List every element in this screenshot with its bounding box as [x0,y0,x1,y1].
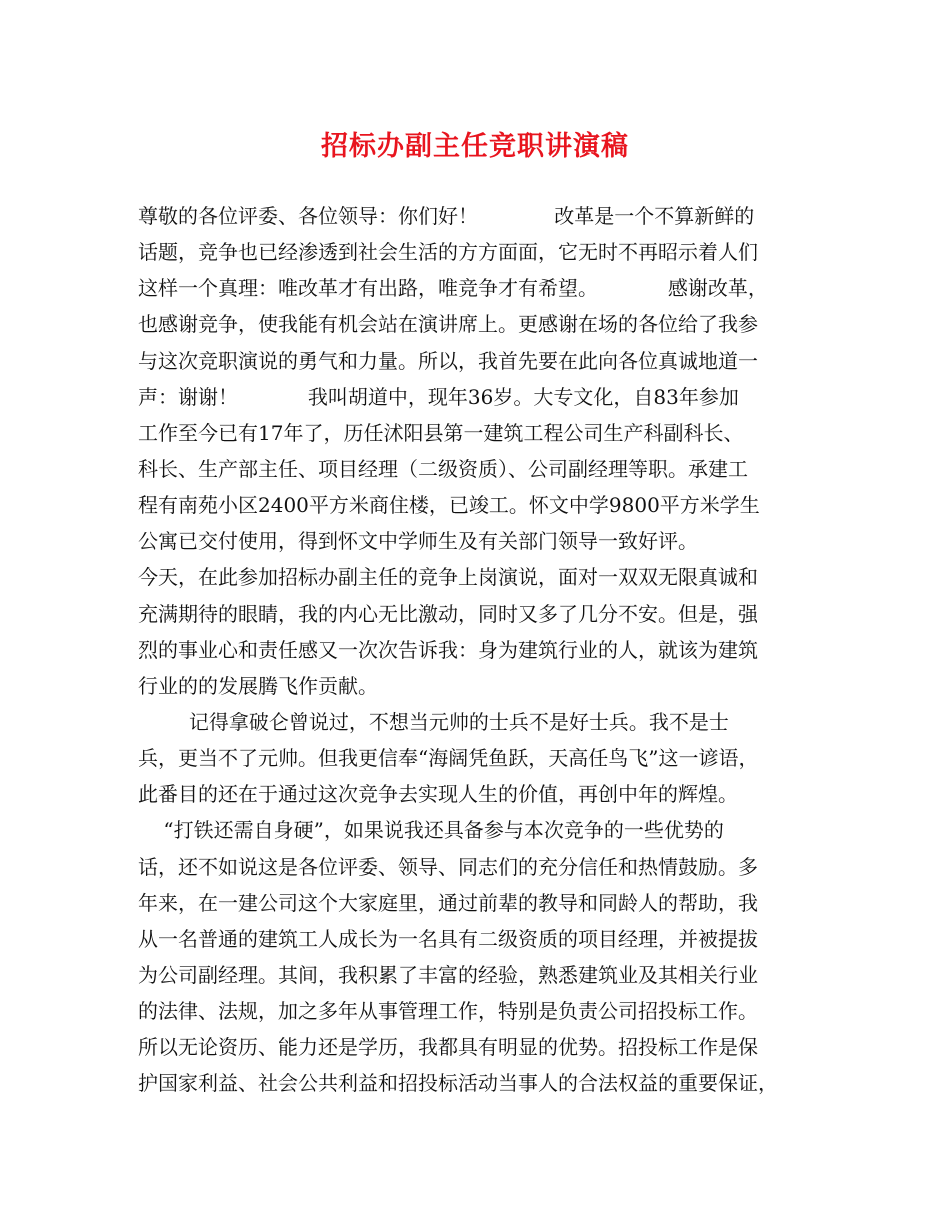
body-line: 话题，竞争也已经渗透到社会生活的方方面面，它无时不再昭示着人们 [138,240,758,265]
body-line: 科长、生产部主任、项目经理（二级资质）、公司副经理等职。承建工 [138,456,748,481]
body-line: 兵，更当不了元帅。但我更信奉“海阔凭鱼跃，天高任鸟飞”这一谚语， [138,746,759,771]
document-body [138,198,823,1102]
body-line: 程有南苑小区2400平方米商住楼，已竣工。怀文中学9800平方米学生 [138,493,760,518]
body-line: 今天，在此参加招标办副主任的竞争上岗演说，面对一双双无限真诚和 [138,565,758,590]
body-line: 为公司副经理。其间，我积累了丰富的经验，熟悉建筑业及其相关行业 [138,962,758,987]
document-title: 招标办副主任竞职讲演稿 [321,131,629,162]
body-line: 声：谢谢！ 我叫胡道中，现年36岁。大专文化，自83年参加 [138,384,739,409]
body-line: 充满期待的眼睛，我的内心无比激动，同时又多了几分不安。但是，强 [138,601,758,626]
body-line: 所以无论资历、能力还是学历，我都具有明显的优势。招投标工作是保 [138,1035,758,1060]
body-line: 话，还不如说这是各位评委、领导、同志们的充分信任和热情鼓励。多 [138,854,758,879]
body-line: 与这次竞职演说的勇气和力量。所以，我首先要在此向各位真诚地道一 [138,348,758,373]
body-line: 年来，在一建公司这个大家庭里，通过前辈的教导和同龄人的帮助，我 [138,890,758,915]
body-line: 烈的事业心和责任感又一次次告诉我：身为建筑行业的人，就该为建筑 [138,637,758,662]
body-line: 护国家利益、社会公共利益和招投标活动当事人的合法权益的重要保证， [138,1071,778,1096]
body-line: 的法律、法规，加之多年从事管理工作，特别是负责公司招投标工作。 [138,999,758,1024]
body-line: 这样一个真理：唯改革才有出路，唯竞争才有希望。 感谢改革， [138,276,768,301]
body-line: 从一名普通的建筑工人成长为一名具有二级资质的项目经理，并被提拔 [138,926,758,951]
body-line: 尊敬的各位评委、各位领导：你们好！ 改革是一个不算新鲜的 [138,204,755,228]
body-line: 记得拿破仑曾说过，不想当元帅的士兵不是好士兵。我不是士 [138,709,729,734]
body-line: 公寓已交付使用，得到怀文中学师生及有关部门领导一致好评。 [138,529,698,554]
body-line: 工作至今已有17年了，历任沭阳县第一建筑工程公司生产科副科长、 [138,420,744,445]
body-line: “打铁还需自身硬”，如果说我还具备参与本次竞争的一些优势的 [138,818,724,843]
body-line: 行业的的发展腾飞作贡献。 [138,673,378,698]
body-line: 此番目的还在于通过这次竞争去实现人生的价值，再创中年的辉煌。 [138,782,738,807]
body-line: 也感谢竞争，使我能有机会站在演讲席上。更感谢在场的各位给了我参 [138,312,758,337]
